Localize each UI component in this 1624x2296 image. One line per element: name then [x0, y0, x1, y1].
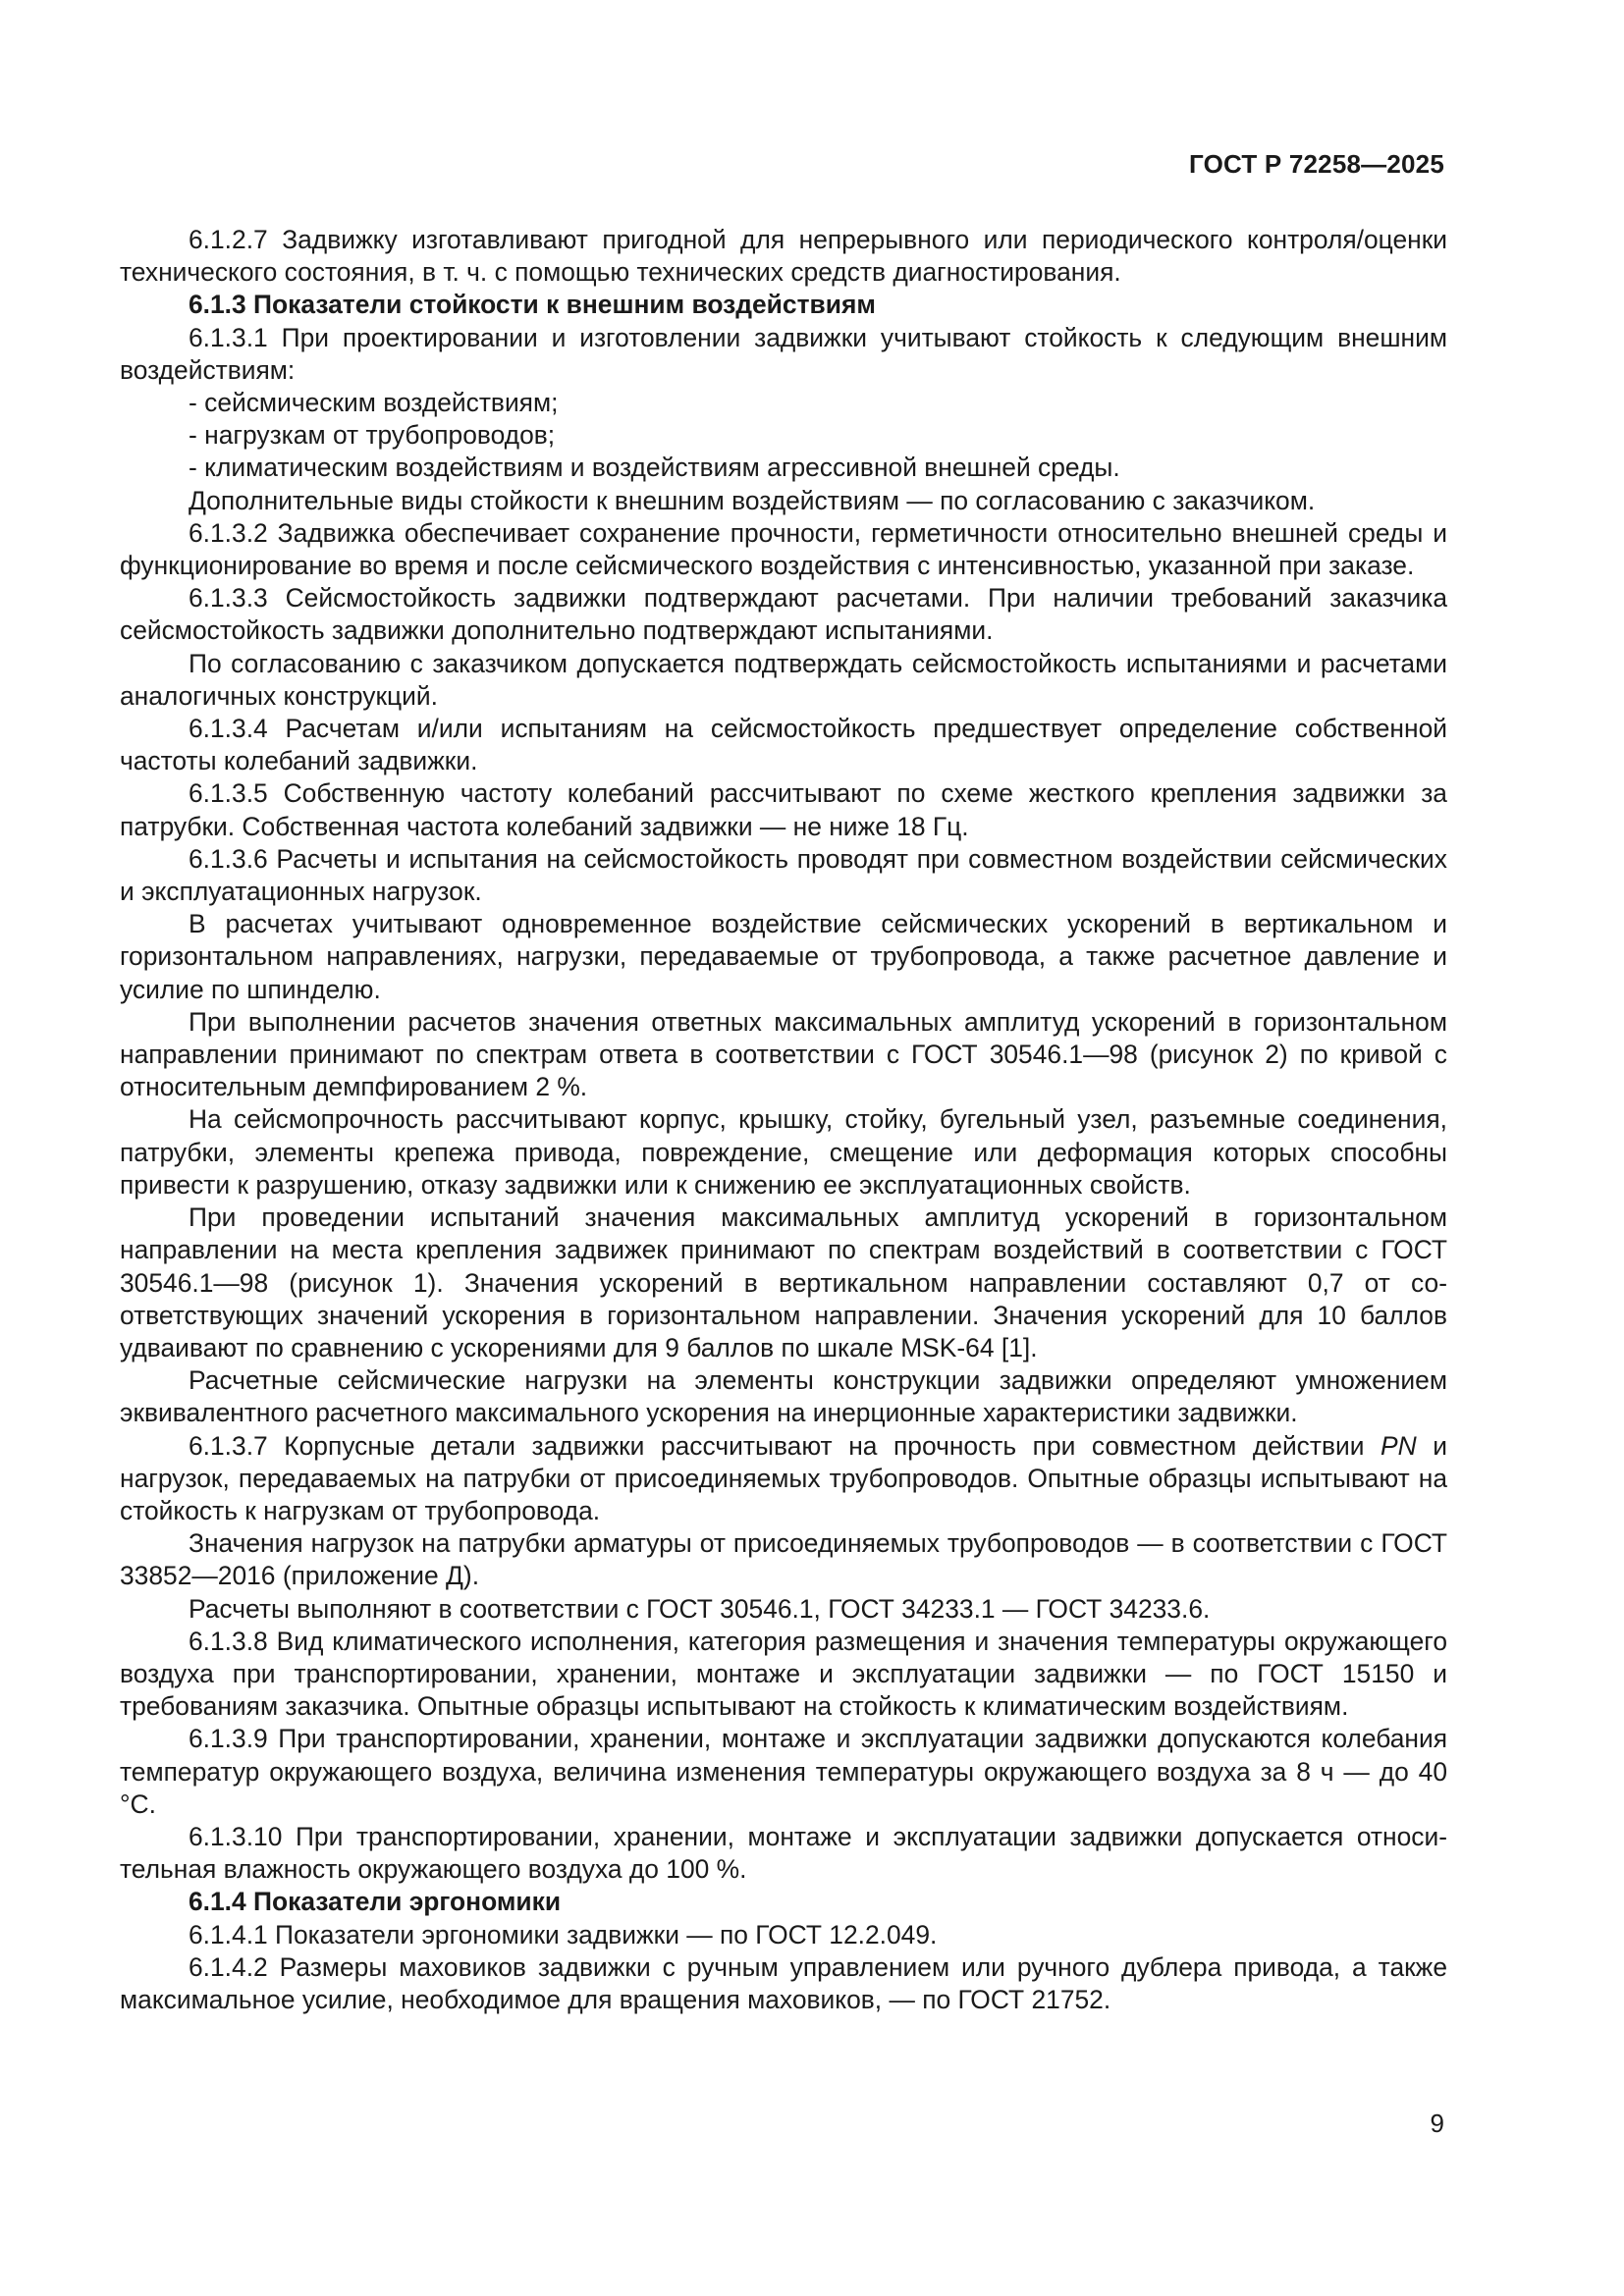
paragraph-6-1-2-7: 6.1.2.7 Задвижку изготавливают пригодной для непрерывного или периодического контроля/оценки технического состояния, в т. ч. с помощью технических средств диагностирования.	[120, 225, 1447, 288]
paragraph-6-1-4-2: 6.1.4.2 Размеры маховиков задвижки с ручным управлением или ручного дублера привода, а также максимальное усилие, необходимое для вращения маховиков, — по ГОСТ 21752.	[120, 1951, 1447, 2014]
list-item: - нагрузкам от трубопроводов;	[189, 420, 556, 451]
paragraph-6-1-3-1: 6.1.3.1 При проектировании и изготовлении задвижки учитывают стойкость к следующим внешним воздействиям:	[120, 322, 1447, 385]
section-heading-6-1-3: 6.1.3 Показатели стойкости к внешним воздействиям	[189, 290, 876, 320]
paragraph-6-1-4-1: 6.1.4.1 Показатели эргономики задвижки — по ГОСТ 12.2.049.	[189, 1919, 938, 1949]
pn-symbol: PN	[1380, 1430, 1417, 1461]
paragraph-6-1-3-9: 6.1.3.9 При транспортировании, хранении, монтаже и эксплуатации задвижки допускаются колебания температур окружающего воздуха, величина изменения температуры окружающего воздуха за 8 ч — до 40 °С.	[120, 1724, 1447, 1819]
section-heading-6-1-4: 6.1.4 Показатели эргономики	[189, 1887, 562, 1917]
paragraph-6-1-3-4: 6.1.3.4 Расчетам и/или испытаниям на сейсмостойкость предшествует определение собственной частоты колебаний задвижки.	[120, 714, 1447, 776]
text-segment: 6.1.3.7 Корпусные детали задвижки рассчитывают на прочность при совместном действии	[189, 1430, 1381, 1461]
text-segment: и нагрузок, передаваемых на патрубки от присоединяемых трубопроводов. Опытные образцы испытывают на стойкость к нагрузкам от трубопровода.	[120, 1430, 1447, 1525]
paragraph: На сейсмопрочность рассчитывают корпус, крышку, стойку, бугельный узел, разъемные соединения, патрубки, элементы крепежа привода, повреждение, смещение или деформация которых способны привести к разрушению, отказу задвижки или к снижению ее эксплуатационных свойств.	[120, 1104, 1447, 1200]
paragraph: Расчетные сейсмические нагрузки на элементы конструкции задвижки определяют умножением эквивалентного расчетного максимального ускорения на инерционные характеристики задвижки.	[120, 1365, 1447, 1428]
paragraph: Дополнительные виды стойкости к внешним воздействиям — по согласованию с заказчиком.	[189, 485, 1316, 515]
paragraph-6-1-3-5: 6.1.3.5 Собственную частоту колебаний рассчитывают по схеме жесткого крепления задвижки за патрубки. Собственная частота колебаний задвижки — не ниже 18 Гц.	[120, 778, 1447, 841]
list-item: - сейсмическим воздействиям;	[189, 388, 559, 418]
paragraph: Значения нагрузок на патрубки арматуры от присоединяемых трубопроводов — в соответствии с ГОСТ 33852—2016 (приложение Д).	[120, 1528, 1447, 1591]
document-body	[120, 224, 1447, 2016]
paragraph-6-1-3-10: 6.1.3.10 При транспортировании, хранении, монтаже и эксплуатации задвижки допускается относительная влажность окружающего воздуха до 100 %.	[120, 1821, 1447, 1885]
paragraph-6-1-3-8: 6.1.3.8 Вид климатического исполнения, категория размещения и значения температуры окружающего воздуха при транспортировании, хранении, монтаже и эксплуатации задвижки — по ГОСТ 15150 и требованиям заказчика. Опытные образцы испытывают на стойкость к климатическим воздействиям.	[120, 1626, 1447, 1722]
paragraph: Расчеты выполняют в соответствии с ГОСТ 30546.1, ГОСТ 34233.1 — ГОСТ 34233.6.	[189, 1593, 1211, 1624]
paragraph: В расчетах учитывают одновременное воздействие сейсмических ускорений в вертикальном и горизонтальном направлениях, нагрузки, передаваемые от трубопровода, а также расчетное давление и усилие по шпинделю.	[120, 909, 1447, 1004]
paragraph-6-1-3-7	[120, 1430, 1447, 1528]
document-id: ГОСТ Р 72258—2025	[1189, 149, 1444, 179]
paragraph-6-1-3-2: 6.1.3.2 Задвижка обеспечивает сохранение прочности, герметичности относительно внешней среды и функционирование во время и после сейсмического воздействия с интенсивностью, указанной при заказе.	[120, 517, 1447, 581]
list-item: - климатическим воздействиям и воздействиям агрессивной внешней среды.	[189, 453, 1120, 483]
paragraph: При проведении испытаний значения максимальных амплитуд ускорений в горизонтальном направлении на места крепления задвижек принимают по спектрам воздействий в соответствии с ГОСТ 30546.1—98 (рисунок 1). Значения ускорений в вертикальном направлении составляют 0,7 от соответствующих значений ускорения в горизонтальном направлении. Значения ускорений для 10 баллов удваивают по сравнению с ускорениями для 9 баллов по шкале MSK-64 [1].	[120, 1202, 1447, 1362]
paragraph: При выполнении расчетов значения ответных максимальных амплитуд ускорений в горизонтальном направлении принимают по спектрам ответа в соответствии с ГОСТ 30546.1—98 (рисунок 2) по кривой с относительным демпфированием 2 %.	[120, 1006, 1447, 1102]
paragraph-6-1-3-3: 6.1.3.3 Сейсмостойкость задвижки подтверждают расчетами. При наличии требований заказчика сейсмостойкость задвижки дополнительно подтверждают испытаниями.	[120, 583, 1447, 646]
paragraph-6-1-3-6: 6.1.3.6 Расчеты и испытания на сейсмостойкость проводят при совместном воздействии сейсмических и эксплуатационных нагрузок.	[120, 843, 1447, 907]
page-number: 9	[1430, 2109, 1444, 2138]
paragraph: По согласованию с заказчиком допускается подтверждать сейсмостойкость испытаниями и расчетами аналогичных конструкций.	[120, 648, 1447, 711]
